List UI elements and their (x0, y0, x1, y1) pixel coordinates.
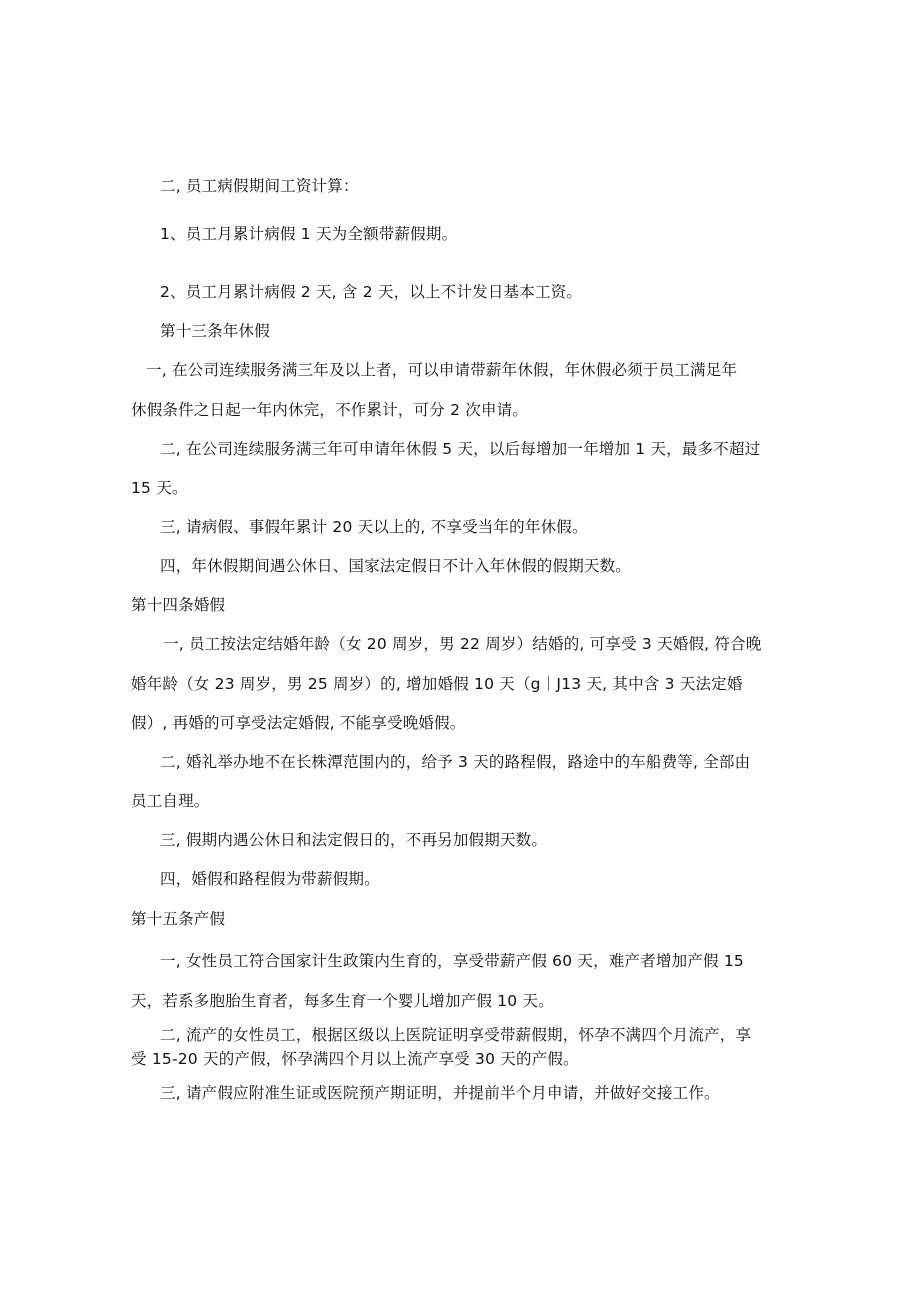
article-heading: 第十四条婚假 (131, 596, 226, 614)
paragraph-line: 婚年龄（女 23 周岁，男 25 周岁）的, 增加婚假 10 天（g｜J13 天, 其中含 3 天法定婚 (131, 675, 743, 693)
paragraph-line: 一, 在公司连续服务满三年及以上者，可以申请带薪年休假，年休假必须于员工满足年 (146, 361, 738, 379)
paragraph-line: 三, 假期内遇公休日和法定假日的，不再另加假期天数。 (160, 831, 548, 849)
paragraph-line: 四，婚假和路程假为带薪假期。 (160, 870, 380, 888)
paragraph-line: 一, 女性员工符合国家计生政策内生育的，享受带薪产假 60 天，难产者增加产假 15 (160, 952, 744, 970)
article-heading: 第十三条年休假 (160, 322, 270, 340)
paragraph-line: 三, 请产假应附准生证或医院预产期证明，并提前半个月申请，并做好交接工作。 (160, 1084, 720, 1102)
paragraph-line: 二, 婚礼举办地不在长株潭范围内的，给予 3 天的路程假，路途中的车船费等, 全部由 (160, 753, 751, 771)
paragraph-line: 休假条件之日起一年内休完，不作累计，可分 2 次申请。 (131, 401, 529, 419)
section-heading: 二, 员工病假期间工资计算： (160, 177, 359, 195)
paragraph-line: 1、员工月累计病假 1 天为全额带薪假期。 (160, 225, 458, 243)
paragraph-line: 二, 在公司连续服务满三年可申请年休假 5 天，以后每增加一年增加 1 天，最多不超过 (160, 440, 761, 458)
paragraph-line: 受 15-20 天的产假，怀孕满四个月以上流产享受 30 天的产假。 (131, 1050, 579, 1068)
article-heading: 第十五条产假 (131, 910, 226, 928)
paragraph-line: 员工自理。 (131, 792, 210, 810)
paragraph-line: 15 天。 (131, 479, 188, 497)
paragraph-line: 天，若系多胞胎生育者，每多生育一个婴儿增加产假 10 天。 (131, 992, 554, 1010)
paragraph-line: 一, 员工按法定结婚年龄（女 20 周岁，男 22 周岁）结婚的, 可享受 3 天婚假, 符合晚 (163, 635, 762, 653)
paragraph-line: 四，年休假期间遇公休日、国家法定假日不计入年休假的假期天数。 (160, 557, 632, 575)
paragraph-line: 假）, 再婚的可享受法定婚假, 不能享受晚婚假。 (131, 714, 466, 732)
paragraph-line: 2、员工月累计病假 2 天, 含 2 天，以上不计发日基本工资。 (160, 283, 583, 301)
paragraph-line: 二, 流产的女性员工，根据区级以上医院证明享受带薪假期，怀孕不满四个月流产，享 (160, 1026, 752, 1044)
paragraph-line: 三, 请病假、事假年累计 20 天以上的, 不享受当年的年休假。 (160, 518, 588, 536)
